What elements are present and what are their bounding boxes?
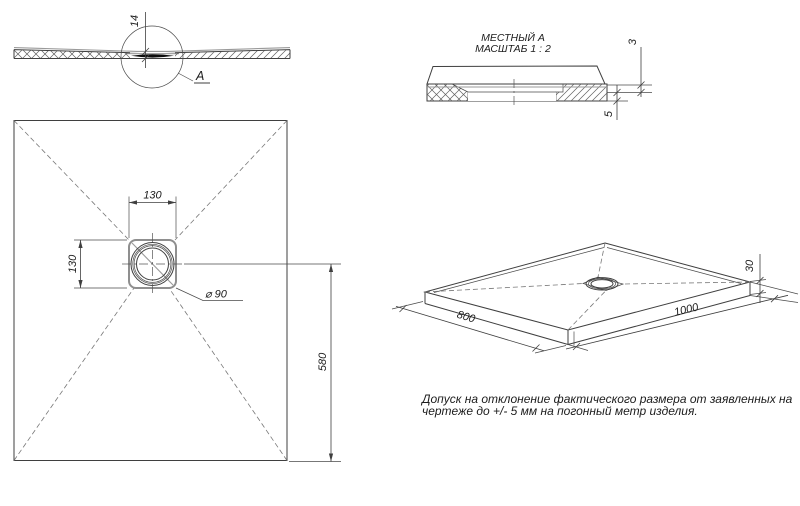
iso-drain-ring-inner (591, 280, 613, 288)
dim-130h-value: 130 (143, 189, 162, 202)
plan-diagonal-tr (175, 121, 287, 241)
dim-580-arrow-top (329, 264, 333, 272)
iso-slope-right (623, 282, 750, 284)
dim-1000-value: 1000 (672, 301, 700, 319)
iso-inner-rim (434, 248, 741, 293)
dim-800-ext-1 (392, 302, 423, 310)
section-view (14, 12, 290, 88)
dim-580-value: 580 (317, 352, 329, 372)
tolerance-note-line-2: чертеже до +/- 5 мм на погонный метр изделия. (422, 404, 698, 418)
dim-130v-arrow-top (78, 240, 82, 248)
isometric-view (392, 243, 798, 353)
detail-callout-label: A (196, 69, 205, 83)
dim-30-ext-2 (750, 293, 766, 295)
detail-view-title: МЕСТНЫЙ А (481, 32, 545, 44)
plan-diagonal-bl (14, 288, 134, 461)
plan-outline (14, 121, 287, 461)
iso-drain-ring-2 (588, 279, 615, 289)
detail-a-view (427, 31, 652, 120)
dim-30-value: 30 (744, 259, 756, 273)
plan-diagonal-br (169, 288, 287, 461)
dim-3-value: 3 (627, 38, 639, 46)
dim-130h-arrow-left (129, 200, 137, 204)
iso-slope-left (425, 284, 583, 293)
dim-130v-value: 130 (67, 254, 79, 274)
dim-580-arrow-bottom (329, 454, 333, 462)
detail-top-body (427, 66, 605, 84)
tolerance-note-line-1: Допуск на отклонение фактического размера от заявленных на (422, 392, 793, 406)
tolerance-note (420, 392, 793, 418)
plan-view (14, 121, 341, 462)
dim-800-value: 800 (455, 308, 477, 326)
dim-diameter-value: ⌀ 90 (205, 288, 227, 301)
detail-leader-line (178, 73, 193, 81)
dim-5-value: 5 (603, 110, 615, 118)
detail-recess (468, 92, 556, 101)
detail-view-scale: МАСШТАБ 1 : 2 (475, 43, 551, 55)
plan-diagonal-tl (14, 121, 129, 241)
dim-30-ext-1 (750, 280, 766, 282)
dim-130h-arrow-right (168, 200, 176, 204)
dim-14-value: 14 (129, 14, 141, 28)
iso-slope-bottom (568, 291, 606, 331)
dim-130v-arrow-bottom (78, 280, 82, 288)
